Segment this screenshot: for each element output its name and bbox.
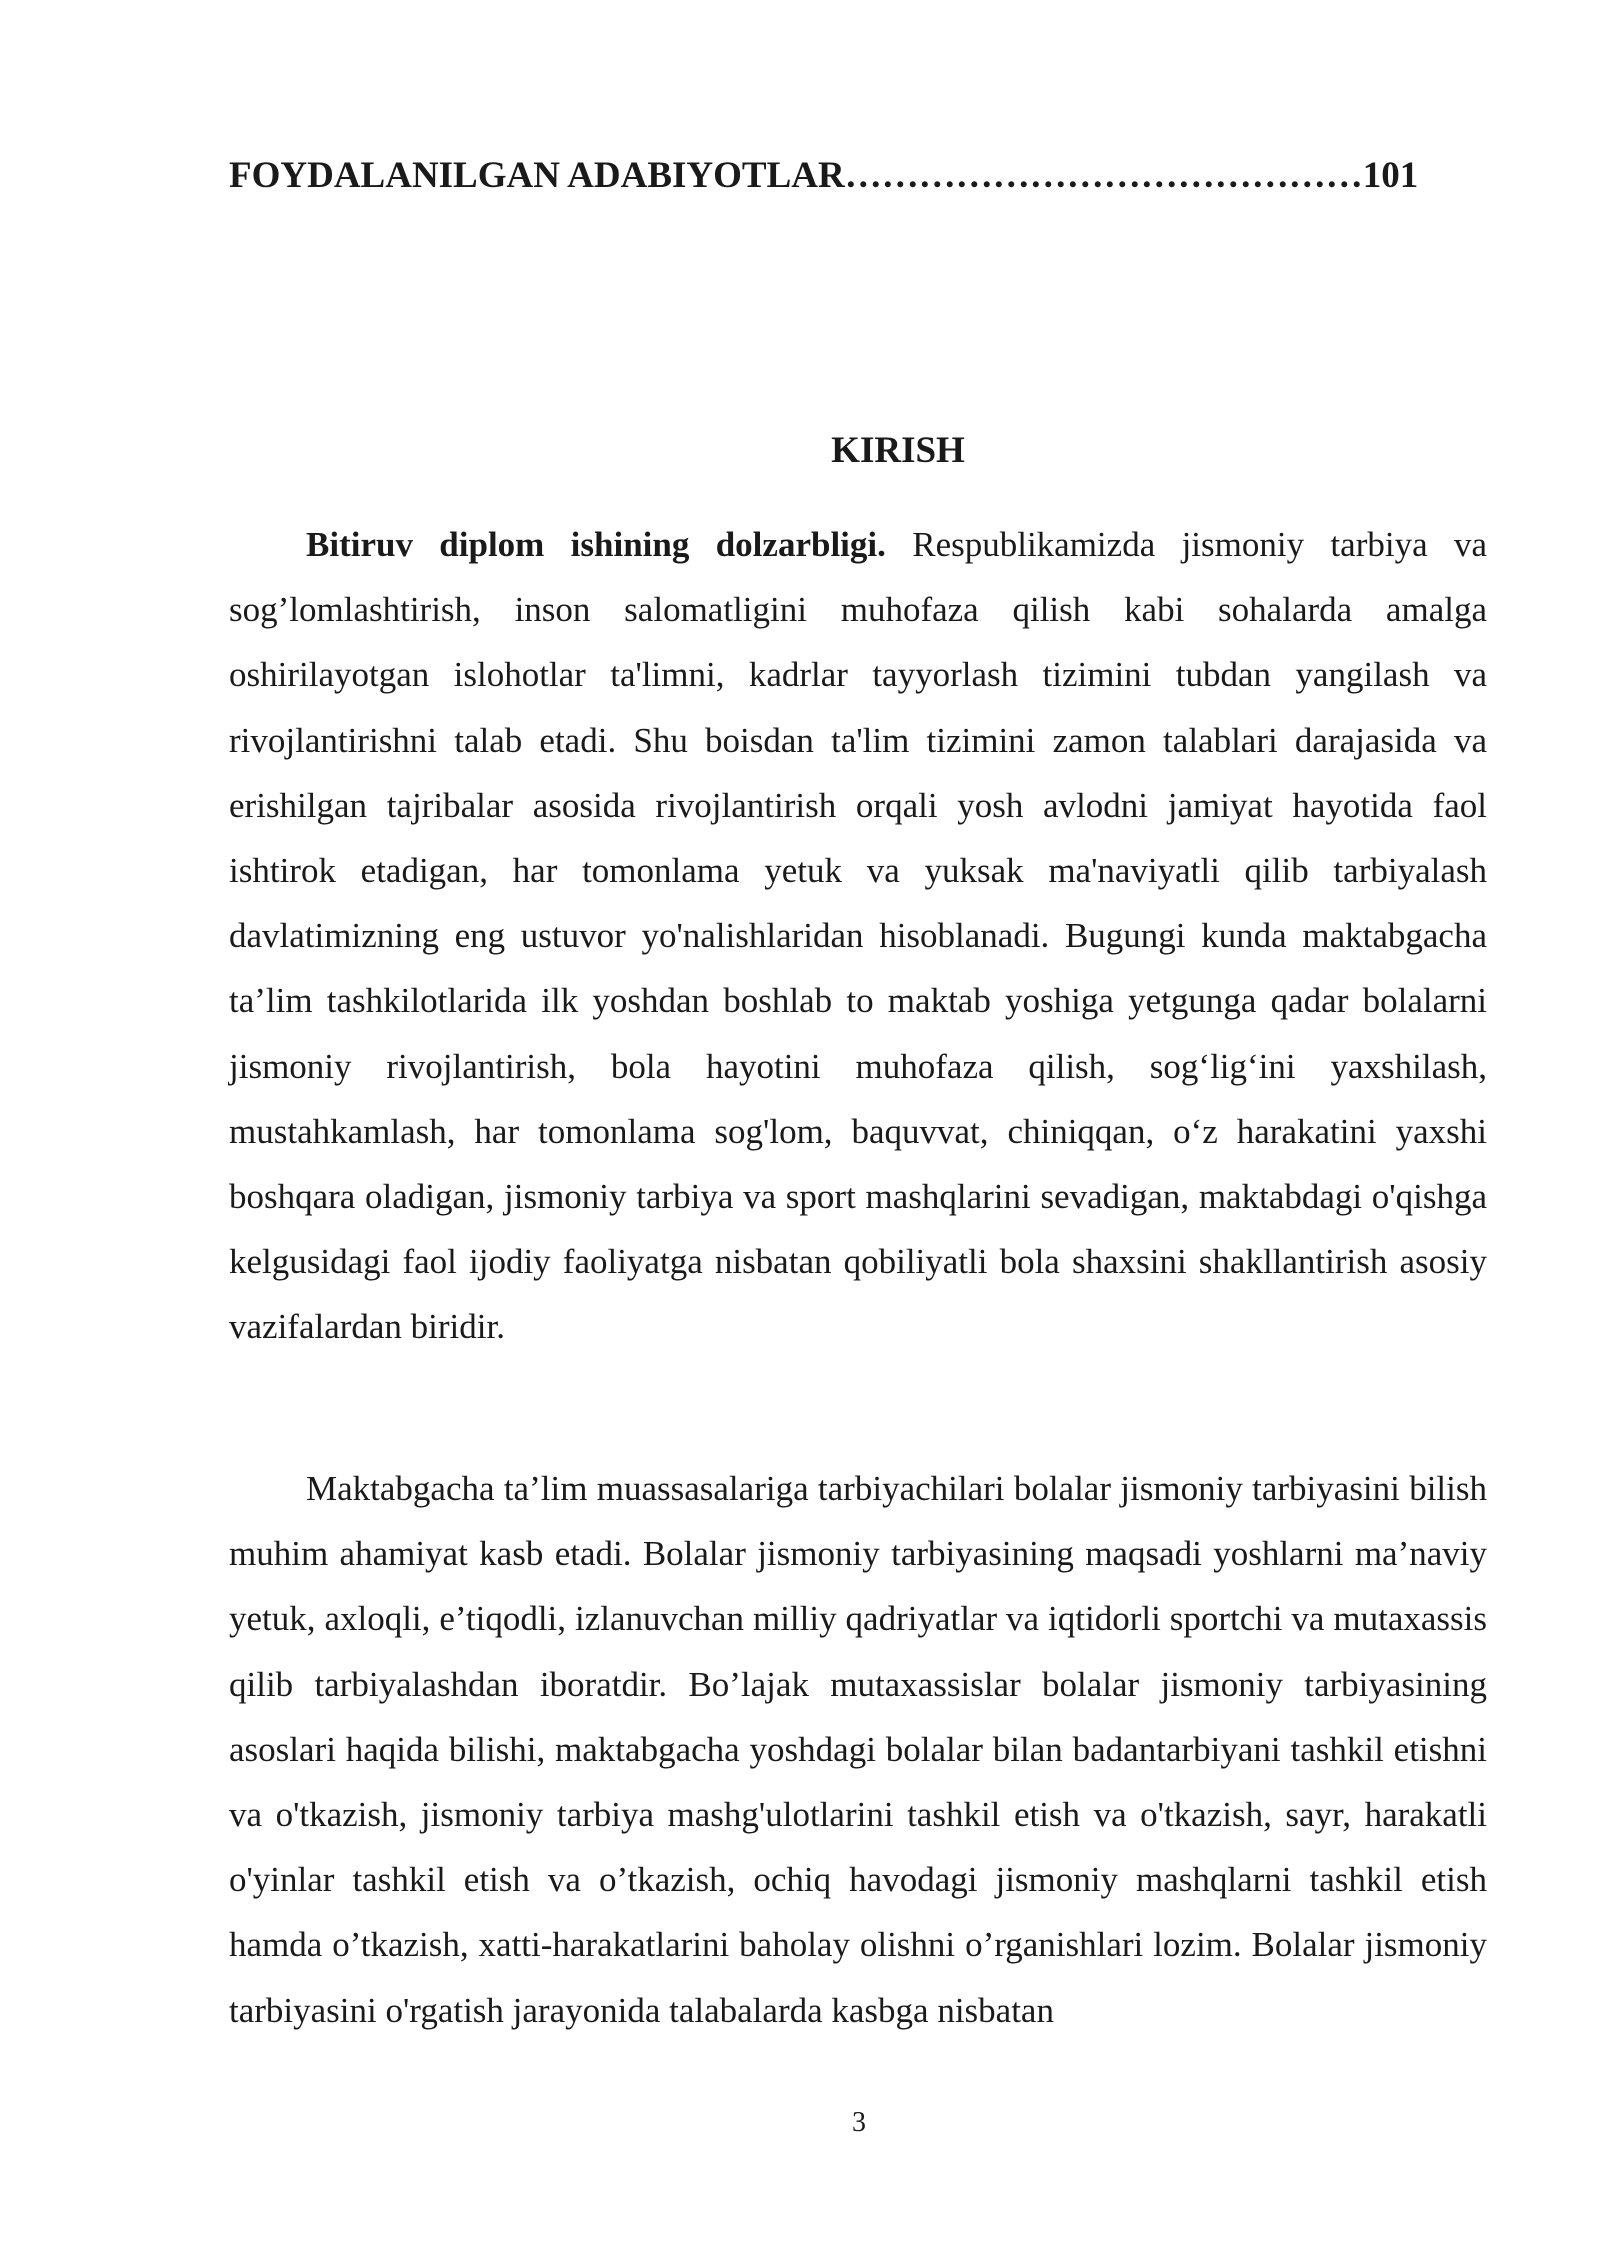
- page-number: 3: [852, 2107, 866, 2138]
- toc-entry-leader: ……………………………………: [844, 155, 1363, 196]
- toc-entry-title: FOYDALANILGAN ADABIYOTLAR: [229, 155, 845, 196]
- paragraph-text: Respublikamizda jismoniy tarbiya va sog’lomlashtirish, inson salomatligini muhofaza qilish kabi sohalarda amalga oshirilayotgan islohotlar ta'limni, kadrlar tayyorlash tizimini tubdan yangilash va rivojlantirishni talab etadi. Shu boisdan ta'lim tizimini zamon talablari darajasida va erishilgan tajribalar asosida rivojlantirish orqali yosh avlodni jamiyat hayotida faol ishtirok etadigan, har tomonlama yetuk va yuksak ma'naviyatli qilib tarbiyalash davlatimizning eng ustuvor yo'nalishlaridan hisoblanadi. Bugungi kunda maktabgacha ta’lim tashkilotlarida ilk yoshdan boshlab to maktab yoshiga yetgunga qadar bolalarni jismoniy rivojlantirish, bola hayotini muhofaza qilish, sog‘lig‘ini yaxshilash, mustahkamlash, har tomonlama sog'lom, baquvvat, chiniqqan, o‘z harakatini yaxshi boshqara oladigan, jismoniy tarbiya va sport mashqlarini sevadigan, maktabdagi o'qishga kelgusidagi faol ijodiy faoliyatga nisbatan qobiliyatli bola shaxsini shakllantirish asosiy vazifalardan biridir.: [229, 525, 1487, 1347]
- section-heading: KIRISH: [831, 430, 965, 471]
- toc-entry: [229, 153, 1484, 199]
- paragraph-lead: Bitiruv diplom ishining dolzarbligi.: [306, 525, 886, 564]
- paragraph-text: Maktabgacha ta’lim muassasalariga tarbiyachilari bolalar jismoniy tarbiyasini bilish muhim ahamiyat kasb etadi. Bolalar jismoniy tarbiyasining maqsadi yoshlarni ma’naviy yetuk, axloqli, e’tiqodli, izlanuvchan milliy qadriyatlar va iqtidorli sportchi va mutaxassis qilib tarbiyalashdan iboratdir. Bo’lajak mutaxassislar bolalar jismoniy tarbiyasining asoslari haqida bilishi, maktabgacha yoshdagi bolalar bilan badantarbiyani tashkil etishni va o'tkazish, jismoniy tarbiya mashg'ulotlarini tashkil etish va o'tkazish, sayr, harakatli o'yinlar tashkil etish va o’tkazish, ochiq havodagi jismoniy mashqlarni tashkil etish hamda o’tkazish, xatti-harakatlarini baholay olishni o’rganishlari lozim. Bolalar jismoniy tarbiyasini o'rgatish jarayonida talabalarda kasbga nisbatan: [229, 1469, 1487, 2030]
- paragraph-preschool: [229, 1456, 1487, 2043]
- toc-entry-page: 101: [1362, 155, 1419, 196]
- paragraph-relevance: [229, 512, 1487, 1360]
